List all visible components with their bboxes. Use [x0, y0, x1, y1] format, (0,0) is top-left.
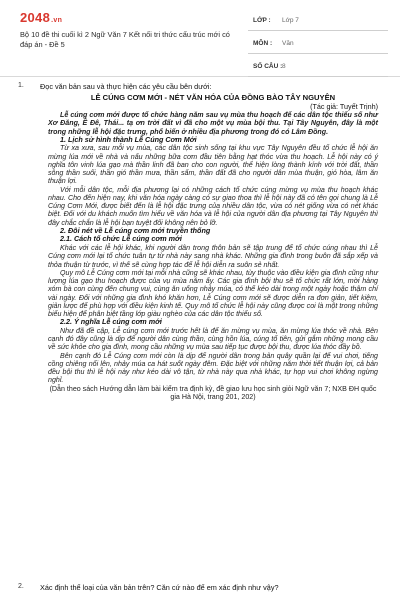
- page-header: [0, 0, 400, 77]
- meta-label: LỚP :: [253, 17, 271, 24]
- meta-value: 8: [282, 63, 286, 70]
- logo-suffix: .vn: [51, 17, 63, 24]
- meta-row-count: [248, 58, 388, 77]
- passage-intro: Lễ cúng cơm mới được tổ chức hàng năm sau vụ mùa thu hoạch để các dân tộc thiểu số như Xơ Đăng, Ê Đê, Thái... tạ ơn trời đất vì đã cho một vụ mùa bội thu. Tại Tây Nguyên, đây là một trong những lễ hội đặc trưng, phổ biến ở nhiều địa phương trong đó có Lâm Đồng.: [48, 111, 378, 136]
- section-heading: 1. Lịch sử hình thành Lễ Cúng Cơm Mới: [60, 134, 197, 144]
- passage-source: (Dẫn theo sách Hướng dẫn làm bài kiểm tra định kỳ, đề giao lưu học sinh giỏi Ngữ văn 7; NXB ĐH quốc gia Hà Nội, trang 201, 202): [49, 384, 377, 401]
- passage-paragraph: Như đã đề cập, Lễ cúng cơm mới trước hết là để ăn mừng vụ mùa, ăn mừng lúa thóc về nhà. Bên cạnh đó đây cũng là dịp để người dân cùng thần, cùng hồn lúa, cúng tổ tiên, gửi gắm những mong cầu về sức khỏe cho gia đình, mong cầu những vụ mùa sau tiếp tục được bội thu, được lúa thóc đầy bồ.: [48, 326, 378, 352]
- question-number: 1.: [18, 82, 24, 89]
- subsection-heading: 2.2. Ý nghĩa Lễ cúng cơm mới: [60, 317, 162, 327]
- question-number: 2.: [18, 583, 24, 590]
- passage-author: (Tác giả: Tuyết Trịnh): [310, 102, 378, 111]
- question-2: [18, 583, 388, 592]
- section-heading: 2. Đôi nét về Lễ cúng cơm mới truyền thống: [60, 225, 211, 235]
- passage-paragraph: Quy mô Lễ Cúng cơm mới tại mỗi nhà cũng sẽ khác nhau, tùy thuộc vào điều kiện gia đình cũng như lượng lúa gạo thu hoạch được của vụ mùa năm ấy. Các gia đình bội thu sẽ tổ chức rất lớn, mời hàng xóm bà con cùng đến chung vui, cùng ăn uống nhảy múa, có thể kéo dài trong một ngày hoặc thậm chí vài ngày. Đối với những gia đình khó khăn hơn, Lễ Cúng cơm mới sẽ được diễn ra đơn giản, tiết kiệm, giản lược để phù hợp với điều kiện kinh tế. Quy mô tổ chức lễ hội này cũng được coi là một trong những biểu hiện để phân biệt tầng lớp giàu nghèo của các dân tộc thiểu số.: [48, 268, 378, 319]
- site-logo[interactable]: 2048.vn: [20, 10, 63, 25]
- meta-row-class: [248, 12, 388, 31]
- meta-row-subject: [248, 35, 388, 54]
- subsection-heading: 2.1. Cách tổ chức Lễ cúng cơm mới: [60, 234, 182, 244]
- meta-label: MÔN :: [253, 40, 273, 47]
- document-title: Bộ 10 đề thi cuối kì 2 Ngữ Văn 7 Kết nối tri thức cấu trúc mới có đáp án - Đề 5: [20, 30, 230, 49]
- passage-paragraph: Bên cạnh đó Lễ Cúng cơm mới còn là dịp để người dân trong bản quây quần lại để vui chơi, tiếng cồng chiêng nổi lên, nhảy múa ca hát suốt ngày đêm. Đặc biệt với những năm thời tiết thuận lợi, cả bản đều bội thu thì lễ hội này như kéo dài vô tận, từ nhà này qua nhà khác, tự họp vui chơi không ngừng nghỉ.: [48, 351, 378, 385]
- meta-label: SỐ CÂU :: [253, 63, 283, 70]
- passage-title: LỄ CÚNG CƠM MỚI - NÉT VĂN HÓA CỦA ĐỒNG BÀO TÂY NGUYÊN: [90, 93, 336, 102]
- exam-meta: [248, 12, 388, 81]
- question-prompt: Đọc văn bản sau và thực hiện các yêu cầu bên dưới:: [40, 82, 212, 91]
- passage-paragraph: Từ xa xưa, sau mỗi vụ mùa, các dân tộc sinh sống tại khu vực Tây Nguyên đều tổ chức lễ hội ăn mừng lúa mới về nhà và nấu những bữa cơm đầu tiên bằng hạt thóc vừa thu hoạch. Lễ hội này có ý nghĩa tôn vinh lúa gạo mà thần linh đã ban cho con người, thể hiện lòng thành kính với trời đất, thần sông thần suối, thần gió thần mưa, thần sấm, thần đất đã cho người dân mùa thuận, gió hòa, lâm ăn thuận lợi.: [48, 144, 378, 186]
- passage-paragraph: Với mỗi dân tộc, mỗi địa phương lại có những cách tổ chức cúng mừng vụ mùa thu hoạch khác nhau. Cho đến hiện nay, khi văn hóa ngày càng có sự giao thoa thì lễ hội này đã có tên gọi chung là Lễ Cúng Cơm Mới, được biết đến là lễ hội đặc trưng của nhiều dân tộc, vừa có nét giống vừa có nét khác biệt. Đối với du khách muốn tìm hiểu về văn hóa và lễ hội của người dân địa phương tại Tây Nguyên thì đây chắc chắn là lễ hội bạn tuyệt đối không nên bỏ lỡ.: [48, 185, 378, 227]
- question-1: [18, 82, 388, 401]
- question-prompt: Xác định thể loại của văn bản trên? Căn cứ nào để em xác định như vậy?: [40, 583, 279, 592]
- meta-value: Văn: [282, 40, 294, 47]
- meta-value: Lớp 7: [282, 17, 299, 24]
- passage-paragraph: Khác với các lễ hội khác, khi người dân trong thôn bản sẽ tập trung để tổ chức cúng nhau thì Lễ Cúng cơm mới lại tổ chức tuân tự từ nhà này sang nhà khác. Những gia đình trong buôn đã sắp xếp và thỏa thuận từ trước, vì thế sẽ cùng hợp tác để lễ hội diễn ra suôn sẻ nhất.: [48, 244, 378, 269]
